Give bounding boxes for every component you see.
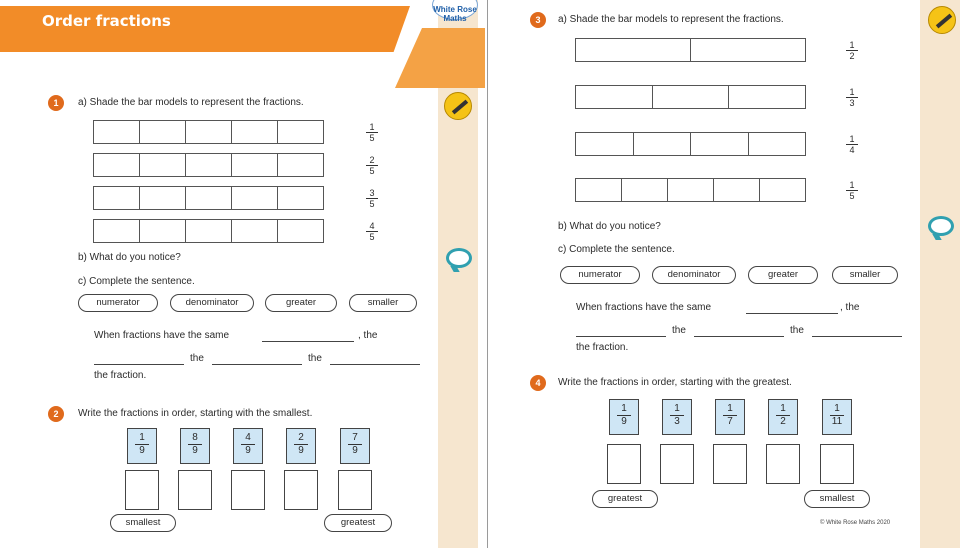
question-2-text: Write the fractions in order, starting with the smallest.: [78, 408, 313, 419]
page-title: Order fractions: [42, 12, 171, 30]
answer-line[interactable]: [694, 336, 784, 337]
speech-bubble-icon: [446, 248, 472, 268]
logo: White Rose Maths: [432, 0, 478, 20]
fraction-card[interactable]: $\frac{1}{7}$: [715, 399, 745, 435]
word-card-smaller[interactable]: smaller: [349, 294, 417, 312]
word-card-greater[interactable]: greater: [265, 294, 337, 312]
answer-line[interactable]: [94, 364, 184, 365]
sentence-text: the: [308, 353, 322, 364]
sentence-text: the fraction.: [94, 370, 147, 381]
bar-model[interactable]: [575, 38, 806, 62]
worksheet-page-right: [490, 0, 975, 548]
answer-line[interactable]: [746, 313, 838, 314]
fraction-card[interactable]: $\frac{7}{9}$: [340, 428, 370, 464]
fraction-card[interactable]: $\frac{8}{9}$: [180, 428, 210, 464]
fraction-label: $\frac{2}{5}$: [366, 155, 378, 176]
answer-line[interactable]: [212, 364, 302, 365]
question-1c-text: c) Complete the sentence.: [78, 276, 195, 287]
fraction-card[interactable]: $\frac{1}{2}$: [768, 399, 798, 435]
fraction-label: $\frac{3}{5}$: [366, 188, 378, 209]
bar-model[interactable]: [575, 85, 806, 109]
fraction-label: $\frac{1}{5}$: [366, 122, 378, 143]
question-3a-text: a) Shade the bar models to represent the fractions.: [558, 14, 784, 25]
pencil-icon: [928, 6, 956, 34]
answer-line[interactable]: [812, 336, 902, 337]
fraction-label: $\frac{4}{5}$: [366, 221, 378, 242]
bar-model[interactable]: [93, 153, 324, 177]
word-card-numerator[interactable]: numerator: [78, 294, 158, 312]
fraction-label: $\frac{1}{3}$: [846, 87, 858, 108]
speech-bubble-icon: [928, 216, 954, 236]
question-3c-text: c) Complete the sentence.: [558, 244, 675, 255]
question-1b-text: b) What do you notice?: [78, 252, 181, 263]
sentence-text: When fractions have the same: [94, 330, 230, 341]
sentence-text: the: [790, 325, 804, 336]
side-strip: [920, 0, 960, 548]
question-3b-text: b) What do you notice?: [558, 221, 661, 232]
answer-box[interactable]: [660, 444, 694, 484]
order-end-label: greatest: [324, 514, 392, 532]
fraction-card[interactable]: $\frac{1}{11}$: [822, 399, 852, 435]
sentence-text: When fractions have the same: [576, 302, 712, 313]
word-card-smaller[interactable]: smaller: [832, 266, 898, 284]
answer-box[interactable]: [231, 470, 265, 510]
word-card-greater[interactable]: greater: [748, 266, 818, 284]
fraction-label: $\frac{1}{2}$: [846, 40, 858, 61]
answer-box[interactable]: [820, 444, 854, 484]
answer-line[interactable]: [576, 336, 666, 337]
sentence-text: the fraction.: [576, 342, 629, 353]
bar-model[interactable]: [93, 120, 324, 144]
order-start-label: smallest: [110, 514, 176, 532]
sentence-text: the: [672, 325, 686, 336]
question-number: 4: [530, 375, 546, 391]
sentence-text: , the: [358, 330, 378, 341]
answer-box[interactable]: [178, 470, 212, 510]
header-band-accent: [395, 28, 485, 88]
bar-model[interactable]: [93, 219, 324, 243]
answer-line[interactable]: [262, 341, 354, 342]
fraction-card[interactable]: $\frac{1}{9}$: [127, 428, 157, 464]
order-end-label: smallest: [804, 490, 870, 508]
bar-model[interactable]: [575, 132, 806, 156]
fraction-card[interactable]: $\frac{1}{9}$: [609, 399, 639, 435]
bar-model[interactable]: [93, 186, 324, 210]
answer-box[interactable]: [338, 470, 372, 510]
answer-box[interactable]: [125, 470, 159, 510]
word-card-denominator[interactable]: denominator: [652, 266, 736, 284]
fraction-card[interactable]: $\frac{1}{3}$: [662, 399, 692, 435]
question-4-text: Write the fractions in order, starting with the greatest.: [558, 377, 792, 388]
question-number: 3: [530, 12, 546, 28]
order-start-label: greatest: [592, 490, 658, 508]
bar-model[interactable]: [575, 178, 806, 202]
fraction-card[interactable]: $\frac{4}{9}$: [233, 428, 263, 464]
answer-box[interactable]: [284, 470, 318, 510]
answer-line[interactable]: [330, 364, 420, 365]
question-1a-text: a) Shade the bar models to represent the fractions.: [78, 97, 304, 108]
answer-box[interactable]: [766, 444, 800, 484]
answer-box[interactable]: [607, 444, 641, 484]
question-number: 2: [48, 406, 64, 422]
copyright-text: © White Rose Maths 2020: [820, 520, 891, 526]
word-card-numerator[interactable]: numerator: [560, 266, 640, 284]
fraction-card[interactable]: $\frac{2}{9}$: [286, 428, 316, 464]
fraction-label: $\frac{1}{5}$: [846, 180, 858, 201]
sentence-text: the: [190, 353, 204, 364]
word-card-denominator[interactable]: denominator: [170, 294, 254, 312]
sentence-text: , the: [840, 302, 860, 313]
answer-box[interactable]: [713, 444, 747, 484]
fraction-label: $\frac{1}{4}$: [846, 134, 858, 155]
question-number: 1: [48, 95, 64, 111]
pencil-icon: [444, 92, 472, 120]
